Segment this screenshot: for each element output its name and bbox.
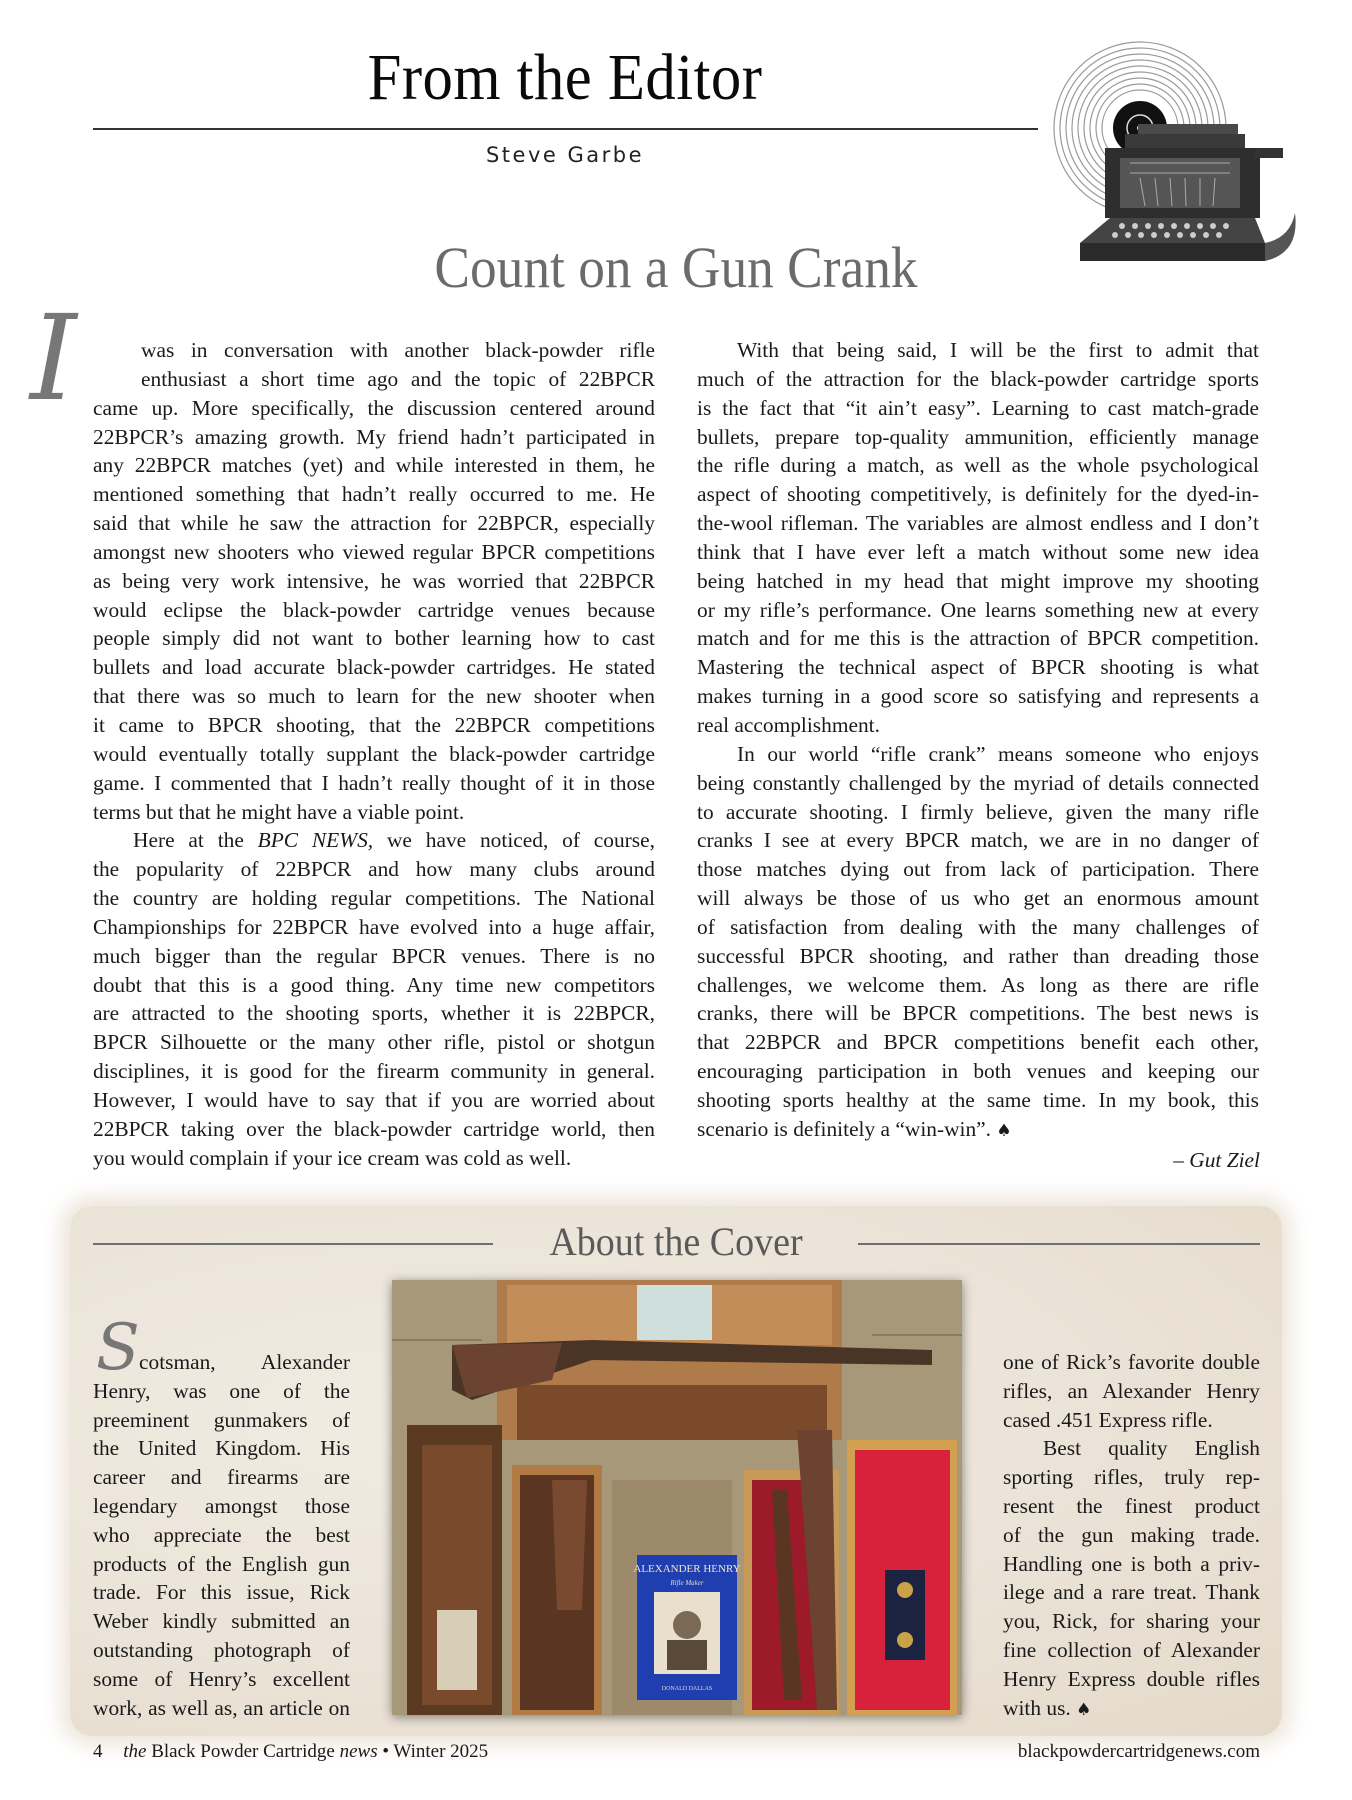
text-line: who appreciate the best xyxy=(93,1522,350,1547)
text-line: bullets and load accurate black-powder cartridges. He stated xyxy=(93,655,655,680)
text-line: Weber kindly submitted an xyxy=(93,1609,350,1634)
text-line: 22BPCR taking over the black-powder cartridge world, then xyxy=(93,1116,655,1141)
cover-section-title: About the Cover xyxy=(549,1219,803,1264)
text-line: terms but that he might have a viable point. xyxy=(93,799,465,824)
text-line: legendary amongst those xyxy=(93,1493,350,1518)
text-line: any 22BPCR matches (yet) and while interested in them, he xyxy=(93,453,655,478)
text-line: is the fact that “it ain’t easy”. Learning to cast match-grade xyxy=(697,395,1259,420)
cover-drop-cap: S xyxy=(96,1311,140,1385)
text-line: amongst new shooters who viewed regular BPCR competitions xyxy=(93,539,655,564)
footer-the: the xyxy=(123,1741,147,1762)
text-line: career and firearms are xyxy=(93,1465,350,1490)
text-line: enthusiast a short time ago and the topic of 22BPCR xyxy=(141,366,655,391)
text-line: trade. For this issue, Rick xyxy=(93,1580,350,1605)
publication-name: BPC NEWS, xyxy=(257,828,374,853)
page-number: 4 xyxy=(93,1741,103,1762)
text-line: aspect of shooting competitively, is definitely for the dyed-in- xyxy=(697,482,1259,507)
text-line: Best quality English xyxy=(1043,1436,1260,1461)
book-author: DONALD DALLAS xyxy=(661,1686,713,1692)
text-line: being constantly challenged by the myriad of details connected xyxy=(697,770,1259,795)
author-byline: Steve Garbe xyxy=(485,143,645,167)
text-line: think that I have ever left a match without some new idea xyxy=(697,539,1259,564)
text-line xyxy=(697,1115,1259,1144)
footer-publication xyxy=(93,1741,488,1763)
text-line: doubt that this is a good thing. Any time new competitors xyxy=(93,972,655,997)
footer-website[interactable]: blackpowdercartridgenews.com xyxy=(1017,1741,1260,1762)
article-title: Count on a Gun Crank xyxy=(434,235,918,300)
article-right-column xyxy=(697,336,1259,1144)
text-line: some of Henry’s excellent xyxy=(93,1666,350,1691)
book-title: ALEXANDER HENRY xyxy=(633,1563,741,1575)
text-line: products of the English gun xyxy=(93,1551,350,1576)
text-line: of the gun making trade. xyxy=(1003,1522,1260,1547)
text-line: mentioned something that hadn’t really occurred to me. He xyxy=(93,482,655,507)
text-fragment: we have noticed, of course, xyxy=(373,828,655,853)
text-line: cranks I see at every BPCR match, we are in no danger of xyxy=(697,828,1259,853)
article-left-column xyxy=(93,336,655,1172)
text-line: that there was so much to learn for the new shooter when xyxy=(93,684,655,709)
text-line: you, Rick, for sharing your xyxy=(1003,1609,1260,1634)
footer-news: news xyxy=(339,1741,378,1762)
text-line: people simply did not want to bother learning how to cast xyxy=(93,626,655,651)
text-line: the United Kingdom. His xyxy=(93,1436,350,1461)
text-line: those matches dying out from lack of participation. There xyxy=(697,857,1259,882)
text-line: to accurate shooting. I firmly believe, given the many rifle xyxy=(697,799,1259,824)
text-line: resent the finest product xyxy=(1003,1493,1260,1518)
text-line: the-wool rifleman. The variables are almost endless and I don’t xyxy=(697,511,1259,536)
text-line: the rifle during a match, as well as the whole psychological xyxy=(697,453,1259,478)
text-line: real accomplishment. xyxy=(697,712,880,737)
text-line: cased .451 Express rifle. xyxy=(1003,1407,1213,1432)
text-line: makes turning in a good score so satisfying and represents a xyxy=(697,684,1259,709)
text-line: said that while he saw the attraction for 22BPCR, especially xyxy=(93,511,655,536)
text-line: was in conversation with another black-powder rifle xyxy=(141,338,655,362)
text-line: or my rifle’s performance. One learns something new at every xyxy=(697,597,1259,622)
cover-photo xyxy=(392,1280,962,1715)
text-line: are attracted to the shooting sports, whether it is 22BPCR, xyxy=(93,1001,655,1026)
spade-end-mark-icon: ♠ xyxy=(1076,1699,1092,1720)
text-line: Championships for 22BPCR have evolved into a huge affair, xyxy=(93,914,655,939)
text-line: the popularity of 22BPCR and how many clubs around xyxy=(93,857,655,882)
text-line: cotsman, Alexander xyxy=(139,1350,350,1374)
text-line: Handling one is both a priv- xyxy=(1003,1551,1260,1576)
text-line: would eclipse the black-powder cartridge venues because xyxy=(93,597,655,622)
text-line: being hatched in my head that might improve my shooting xyxy=(697,568,1259,593)
text-line: game. I commented that I hadn’t really thought of it in those xyxy=(93,770,655,795)
text-line: cranks, there will be BPCR competitions. The best news is xyxy=(697,1001,1259,1026)
text-line: disciplines, it is good for the firearm community in general. xyxy=(93,1059,655,1084)
section-title: From the Editor xyxy=(367,41,763,114)
text-line: challenges, we welcome them. As long as there are rifle xyxy=(697,972,1259,997)
text-line: of satisfaction from dealing with the many challenges of xyxy=(697,914,1259,939)
text-line: 22BPCR’s amazing growth. My friend hadn’t participated in xyxy=(93,424,655,449)
text-line: shooting sports healthy at the same time. In my book, this xyxy=(697,1087,1259,1112)
drop-cap: I xyxy=(30,289,77,427)
text-fragment: with us. xyxy=(1003,1695,1077,1720)
text-line xyxy=(93,826,655,855)
text-line: came up. More specifically, the discussion centered around xyxy=(93,395,655,420)
text-fragment: scenario is definitely a “win-win”. xyxy=(697,1116,997,1141)
text-line: In our world “rifle crank” means someone who enjoys xyxy=(737,741,1259,766)
text-line: Mastering the technical aspect of BPCR shooting is what xyxy=(697,655,1259,680)
header-divider xyxy=(93,128,1038,130)
text-line: much of the attraction for the black-powder cartridge sports xyxy=(697,366,1259,391)
signature: – Gut Ziel xyxy=(1173,1148,1260,1172)
text-line: Henry, was one of the xyxy=(93,1378,350,1403)
footer-issue: • Winter 2025 xyxy=(382,1741,489,1762)
text-line: However, I would have to say that if you are worried about xyxy=(93,1087,655,1112)
text-line: preeminent gunmakers of xyxy=(93,1407,350,1432)
text-fragment: Here at the xyxy=(133,828,258,853)
text-line: successful BPCR shooting, and rather than dreading those xyxy=(697,943,1259,968)
cover-left-column xyxy=(93,1348,350,1722)
text-line: will always be those of us who get an enormous amount xyxy=(697,886,1259,911)
text-line: bullets, prepare top-quality ammunition, efficiently manage xyxy=(697,424,1259,449)
text-line: much bigger than the regular BPCR venues. There is no xyxy=(93,943,655,968)
text-line: sporting rifles, truly rep- xyxy=(1003,1465,1260,1490)
text-line: that 22BPCR and BPCR competitions benefit each other, xyxy=(697,1030,1259,1055)
text-line: you would complain if your ice cream was cold as well. xyxy=(93,1145,572,1170)
text-line: With that being said, I will be the first to admit that xyxy=(737,338,1259,362)
text-line: Henry Express double rifles xyxy=(1003,1666,1260,1691)
text-line: one of Rick’s favorite double xyxy=(1003,1350,1260,1374)
text-line: rifles, an Alexander Henry xyxy=(1003,1378,1260,1403)
text-line: it came to BPCR shooting, that the 22BPCR competitions xyxy=(93,712,655,737)
text-line: as being very work intensive, he was worried that 22BPCR xyxy=(93,568,655,593)
cover-right-column xyxy=(1003,1348,1260,1722)
text-line: BPCR Silhouette or the many other rifle, pistol or shotgun xyxy=(93,1030,655,1055)
text-line xyxy=(1003,1694,1260,1723)
case-label xyxy=(637,1285,712,1340)
text-line: would eventually totally supplant the black-powder cartridge xyxy=(93,741,655,766)
text-line: work, as well as, an article on xyxy=(93,1695,350,1720)
text-line: the country are holding regular competitions. The National xyxy=(93,886,655,911)
text-line: fine collection of Alexander xyxy=(1003,1637,1260,1662)
spade-end-mark-icon: ♠ xyxy=(996,1120,1012,1141)
text-line: outstanding photograph of xyxy=(93,1637,350,1662)
book-subtitle: Rifle Maker xyxy=(670,1579,704,1587)
footer-pub-name: Black Powder Cartridge xyxy=(151,1741,335,1762)
text-line: match and for me this is the attraction of BPCR competition. xyxy=(697,626,1259,651)
text-line: encouraging participation in both venues and keeping our xyxy=(697,1059,1259,1084)
text-line: ilege and a rare treat. Thank xyxy=(1003,1580,1260,1605)
